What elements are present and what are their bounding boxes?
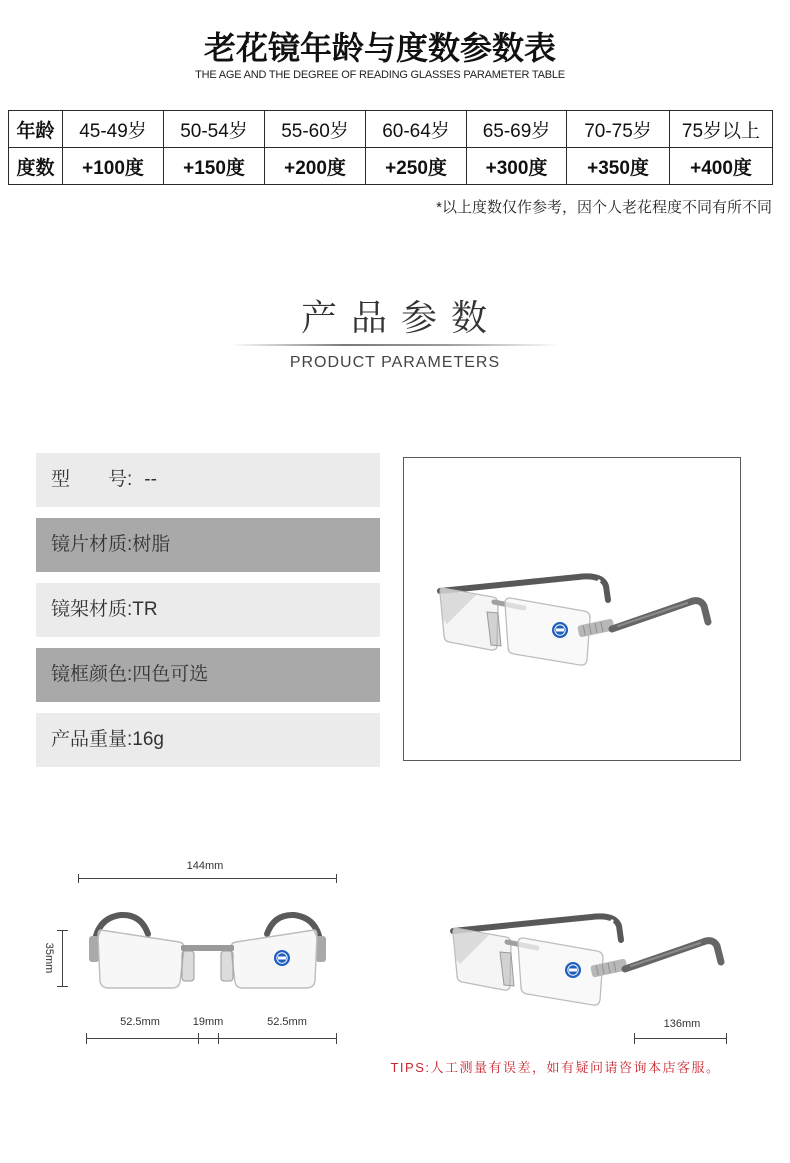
degree-cell: +350度 bbox=[567, 148, 670, 185]
age-cell: 75岁以上 bbox=[670, 111, 773, 148]
age-cell: 65-69岁 bbox=[467, 111, 567, 148]
section-divider bbox=[230, 344, 560, 346]
dim-tick bbox=[57, 930, 68, 931]
age-degree-table bbox=[8, 110, 773, 185]
param-row-weight bbox=[36, 713, 380, 767]
param-label: 镜片材质: bbox=[51, 534, 133, 555]
degree-cell: +200度 bbox=[265, 148, 366, 185]
param-row-lens-material bbox=[36, 518, 380, 572]
left-nose-pad bbox=[182, 951, 194, 981]
bridge bbox=[181, 945, 234, 951]
degree-cell: +100度 bbox=[63, 148, 164, 185]
param-row-frame-color bbox=[36, 648, 380, 702]
age-cell: 70-75岁 bbox=[567, 111, 670, 148]
param-label: 镜框颜色: bbox=[51, 664, 133, 685]
page-title: 老花镜年龄与度数参数表 bbox=[203, 30, 556, 66]
dim-label-lens-height: 35mm bbox=[43, 942, 55, 974]
glasses-side-view bbox=[445, 912, 725, 1008]
product-photo-frame bbox=[403, 457, 741, 761]
dim-tick bbox=[218, 1033, 219, 1044]
dim-line-lens-bridge bbox=[86, 1038, 337, 1039]
dim-tick bbox=[78, 874, 79, 883]
degree-cell: +300度 bbox=[467, 148, 567, 185]
dim-line-frame-width bbox=[78, 878, 337, 879]
param-value: 16g bbox=[132, 729, 164, 750]
dim-tick bbox=[336, 1033, 337, 1044]
glasses-angled-view bbox=[440, 576, 708, 665]
right-nose-pad bbox=[221, 951, 233, 981]
degree-cell: +400度 bbox=[670, 148, 773, 185]
dim-label-lens-width-left: 52.5mm bbox=[120, 1016, 160, 1028]
param-label: 型 号: bbox=[51, 469, 133, 490]
degree-cell: +250度 bbox=[366, 148, 467, 185]
age-cell: 55-60岁 bbox=[265, 111, 366, 148]
dim-tick bbox=[57, 986, 68, 987]
param-value: TR bbox=[132, 599, 158, 620]
param-value: -- bbox=[144, 469, 157, 490]
product-photo-glasses bbox=[432, 572, 712, 668]
dim-label-lens-width-right: 52.5mm bbox=[267, 1016, 307, 1028]
dim-tick bbox=[86, 1033, 87, 1044]
measurement-tips: TIPS:人工测量有误差，如有疑问请咨询本店客服。 bbox=[390, 1060, 721, 1075]
age-cell: 50-54岁 bbox=[164, 111, 265, 148]
dim-label-bridge-width: 19mm bbox=[192, 1016, 224, 1028]
table-row-degree bbox=[9, 148, 773, 185]
age-cell: 60-64岁 bbox=[366, 111, 467, 148]
param-label: 产品重量: bbox=[51, 729, 133, 750]
age-cell: 45-49岁 bbox=[63, 111, 164, 148]
table-note: *以上度数仅作参考，因个人老花程度不同有所不同 bbox=[436, 199, 772, 216]
dim-label-temple-length: 136mm bbox=[663, 1018, 701, 1030]
left-lens bbox=[98, 930, 184, 988]
section-subtitle: PRODUCT PARAMETERS bbox=[289, 354, 501, 371]
page-subtitle: THE AGE AND THE DEGREE OF READING GLASSES PARAMETER TABLE bbox=[195, 69, 565, 81]
dim-label-frame-width: 144mm bbox=[186, 860, 224, 872]
param-row-frame-material bbox=[36, 583, 380, 637]
dim-line-temple-length bbox=[634, 1038, 727, 1039]
table-row-age bbox=[9, 111, 773, 148]
dim-tick bbox=[336, 874, 337, 883]
dim-line-lens-height bbox=[62, 930, 63, 987]
param-value: 树脂 bbox=[132, 534, 171, 555]
dim-tick bbox=[726, 1033, 727, 1044]
param-row-model bbox=[36, 453, 380, 507]
row-label-degree: 度数 bbox=[9, 148, 63, 185]
degree-cell: +150度 bbox=[164, 148, 265, 185]
section-title: 产 品 参 数 bbox=[300, 297, 489, 338]
glasses-front-view bbox=[85, 906, 330, 994]
dim-tick bbox=[198, 1033, 199, 1044]
dim-tick bbox=[634, 1033, 635, 1044]
row-label-age: 年龄 bbox=[9, 111, 63, 148]
param-value: 四色可选 bbox=[132, 664, 209, 685]
param-label: 镜架材质: bbox=[51, 599, 133, 620]
right-lens bbox=[231, 930, 317, 988]
anti-blue-badge-icon bbox=[274, 950, 290, 966]
glasses-angled-view bbox=[453, 916, 721, 1005]
